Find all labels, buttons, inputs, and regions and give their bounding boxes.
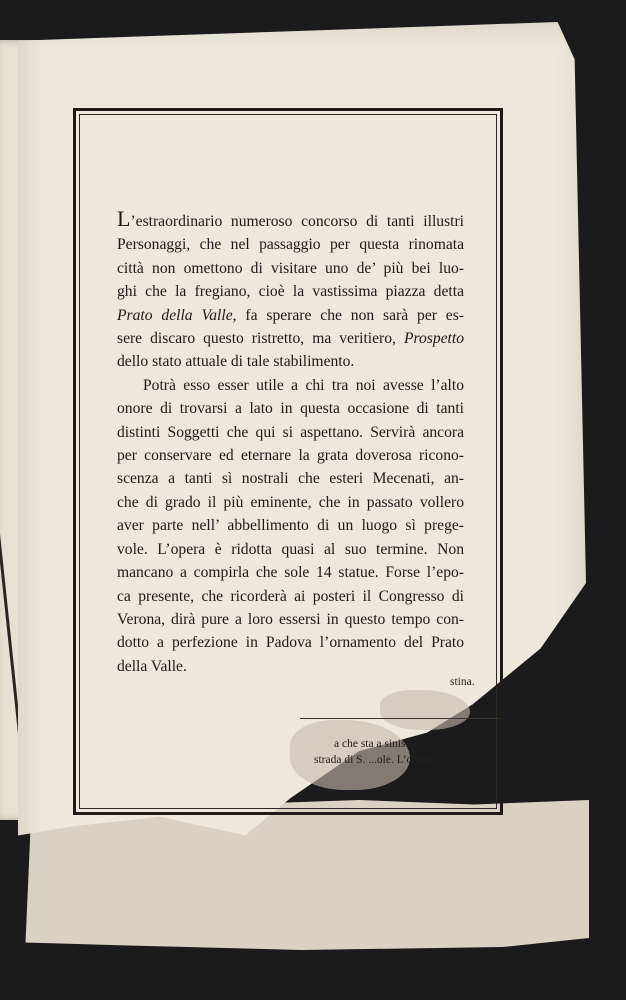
fragment-text-line-1: a che sta a sinistra di chi: [334, 738, 447, 750]
underlying-rule: [300, 718, 500, 719]
text-line: Verona, dirà pure a loro essersi in questo tempo con-: [117, 610, 464, 628]
text-line: Potrà esso esser utile a chi tra noi avesse l’alto: [143, 376, 464, 394]
text-line: mancano a compirla che sole 14 statue. Forse l’epo-: [117, 564, 464, 582]
text-line: onore di trovarsi a lato in questa occasione di tanti: [117, 400, 464, 418]
text-line: città non omettono di visitare uno de’ più bei luo-: [117, 259, 464, 277]
text-line: aver parte nell’ abbellimento di un luogo sì prege-: [117, 517, 464, 535]
text-line: dello stato attuale di tale stabilimento.: [117, 353, 355, 371]
text-line: Personaggi, che nel passaggio per questa rinomata: [117, 236, 464, 254]
text-line: ca presente, che ricorderà ai posteri il Congresso di: [117, 587, 464, 605]
text-line: ghi che la fregiano, cioè la vastissima piazza detta: [117, 283, 464, 301]
paragraph-1: [117, 206, 464, 374]
text-line: che di grado il più eminente, che in passato vollero: [117, 493, 464, 511]
italic-phrase: Prospetto: [403, 330, 464, 348]
main-text-block: [117, 206, 464, 678]
text-line: per conservare ed eternare la grata doverosa ricono-: [117, 447, 464, 465]
text-line: distinti Soggetti che qui si aspettano. Servirà ancora: [117, 423, 464, 441]
italic-phrase: Prato della Valle: [117, 306, 233, 324]
text-line: scenza a tanti sì nostrali che esteri Mecenati, an-: [117, 470, 464, 488]
text-line: vole. L’opera è ridotta quasi al suo termine. Non: [117, 540, 464, 558]
drop-letter: L: [117, 206, 131, 231]
fragment-text-stina: stina.: [450, 676, 475, 688]
text-line: della Valle.: [117, 657, 187, 675]
text-line: Prato della Valle, fa sperare che non sarà per es-: [117, 306, 464, 324]
paragraph-2: [117, 374, 464, 678]
text-line: sere discaro questo ristretto, ma veritiero, Prospetto: [117, 330, 464, 348]
stain-2: [380, 690, 470, 730]
fragment-text-line-2: strada di S. ...ole. L’ordine: [314, 754, 436, 766]
text-line: L’estraordinario numeroso concorso di tanti illustri: [117, 206, 464, 231]
text-line: dotto a perfezione in Padova l’ornamento del Prato: [117, 634, 464, 652]
